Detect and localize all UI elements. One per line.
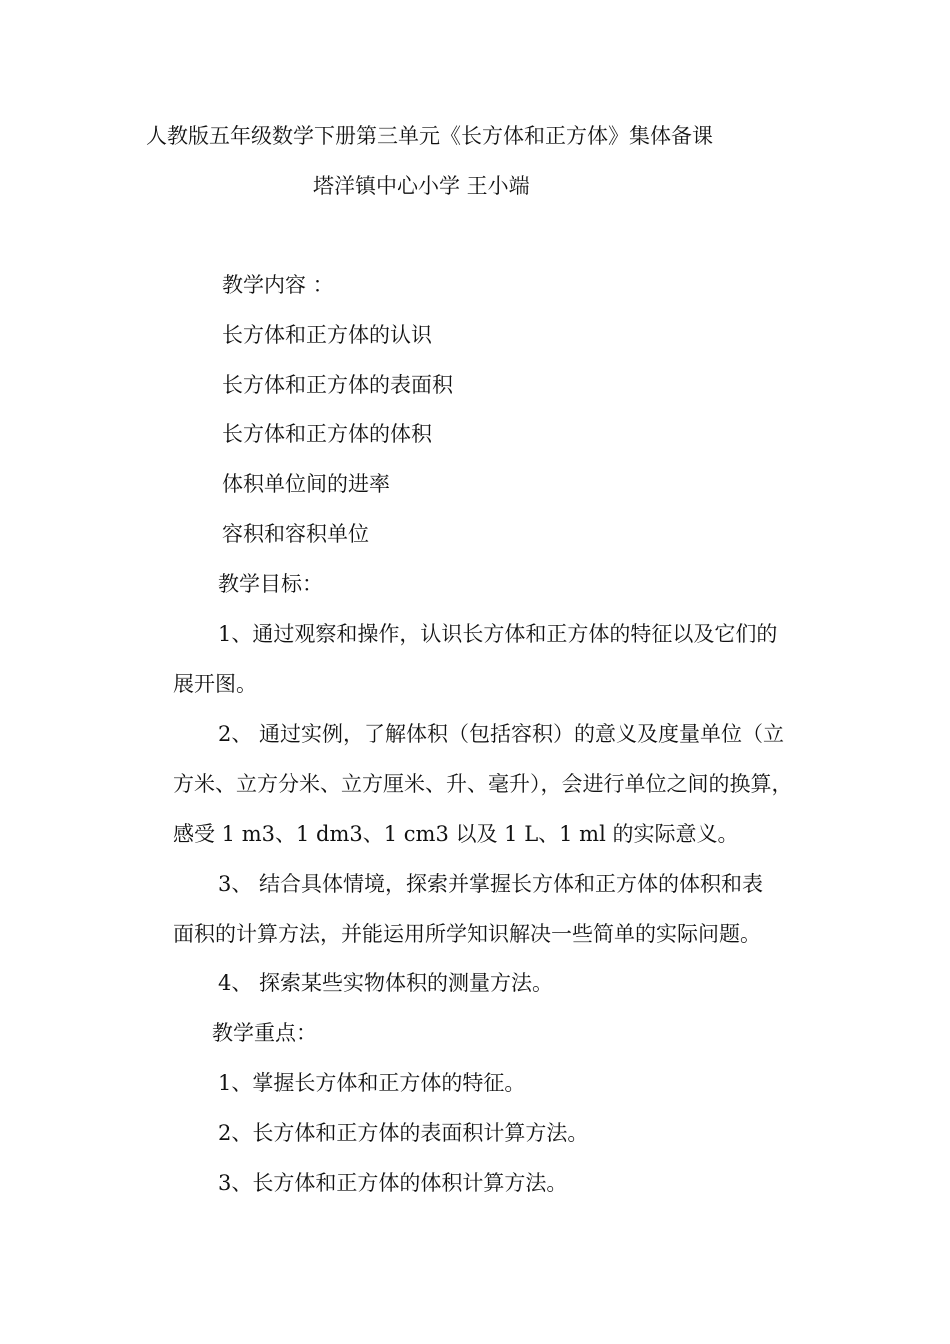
key-point-item: 1、掌握长方体和正方体的特征。 — [218, 1071, 526, 1095]
content-heading: 教学内容 ： — [222, 273, 334, 297]
objective-1-line: 展开图。 — [173, 672, 257, 696]
key-point-item: 3、长方体和正方体的体积计算方法。 — [218, 1171, 568, 1195]
key-point-item: 2、长方体和正方体的表面积计算方法。 — [218, 1121, 589, 1145]
document-author: 塔洋镇中心小学 王小端 — [313, 174, 530, 198]
key-points-heading: 教学重点： — [212, 1021, 317, 1045]
content-item: 长方体和正方体的认识 — [222, 323, 432, 347]
objective-3-line: 3、 结合具体情境，探索并掌握长方体和正方体的体积和表 — [218, 872, 764, 896]
content-item: 容积和容积单位 — [222, 522, 369, 546]
objective-2-line: 感受 1 m3、1 dm3、1 cm3 以及 1 L、1 ml 的实际意义。 — [173, 822, 739, 846]
objective-2-line: 方米、立方分米、立方厘米、升、毫升），会进行单位之间的换算， — [173, 772, 793, 796]
content-item: 长方体和正方体的表面积 — [222, 373, 453, 397]
objective-4-line: 4、 探索某些实物体积的测量方法。 — [218, 971, 554, 995]
objectives-heading: 教学目标： — [218, 572, 323, 596]
objective-2-line: 2、 通过实例，了解体积（包括容积）的意义及度量单位（立 — [218, 722, 785, 746]
document-title: 人教版五年级数学下册第三单元《长方体和正方体》集体备课 — [146, 124, 713, 148]
content-item: 长方体和正方体的体积 — [222, 422, 432, 446]
objective-1-line: 1、通过观察和操作，认识长方体和正方体的特征以及它们的 — [218, 622, 778, 646]
content-item: 体积单位间的进率 — [222, 472, 390, 496]
objective-3-line: 面积的计算方法，并能运用所学知识解决一些简单的实际问题。 — [173, 922, 761, 946]
